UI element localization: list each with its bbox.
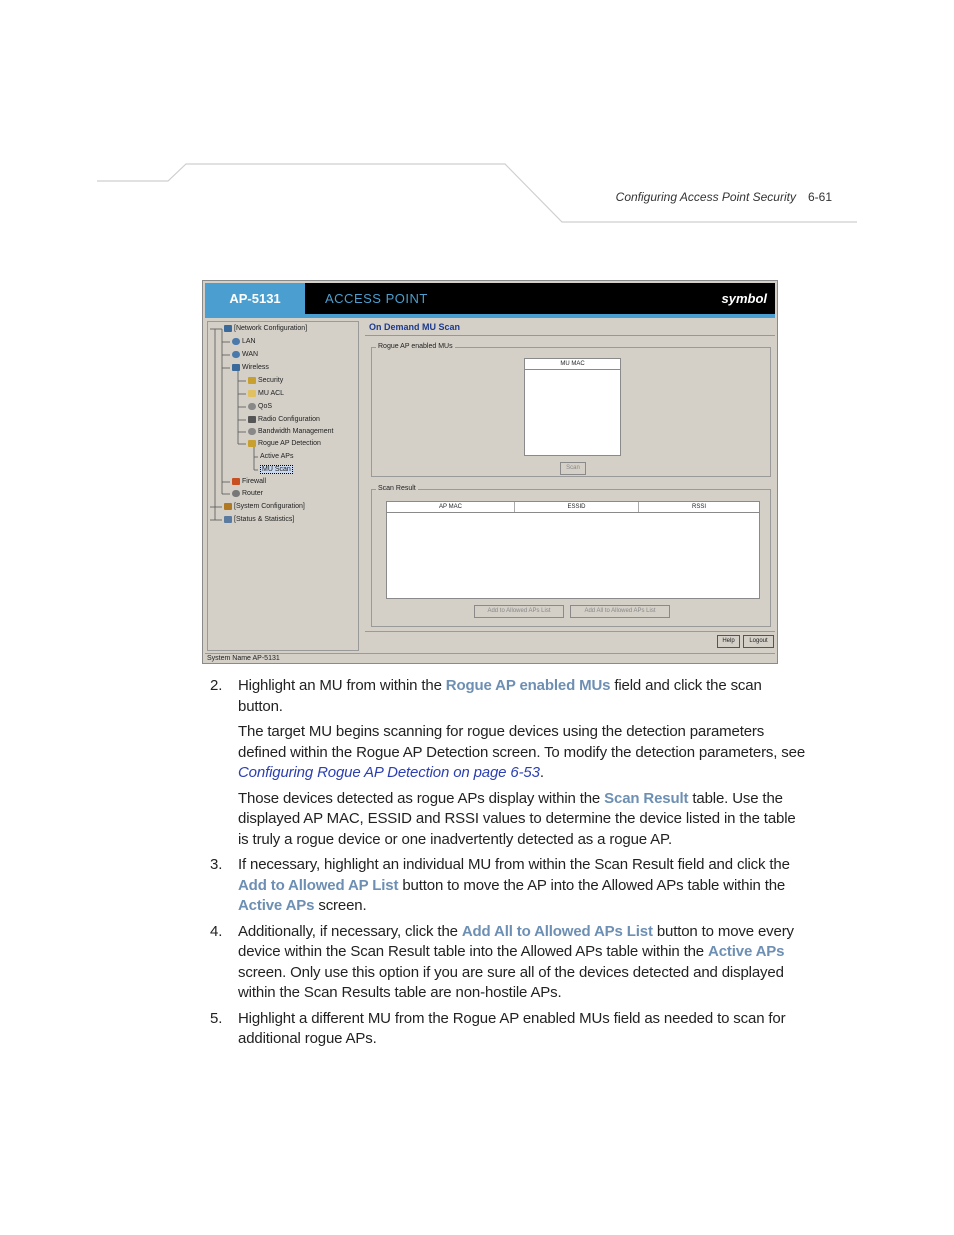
tree-item-security[interactable]: Security xyxy=(248,375,283,386)
cross-reference-link[interactable]: Configuring Rogue AP Detection on page 6-53 xyxy=(238,764,540,781)
scan-result-group xyxy=(371,485,771,627)
scan-result-header-row xyxy=(387,502,759,513)
nav-tree xyxy=(207,321,359,651)
tree-item-qos[interactable]: QoS xyxy=(248,401,272,412)
scan-result-table[interactable] xyxy=(386,501,760,599)
rogue-group-label: Rogue AP enabled MUs xyxy=(378,343,453,350)
add-to-allowed-button[interactable]: Add to Allowed APs List xyxy=(474,605,564,618)
mu-mac-header: MU MAC xyxy=(560,361,585,367)
product-type: ACCESS POINT xyxy=(325,291,428,306)
body-text xyxy=(210,676,810,1055)
col-rssi: RSSI xyxy=(691,504,706,510)
running-head xyxy=(600,190,832,204)
network-icon xyxy=(224,325,232,332)
ui-term: Add All to Allowed APs List xyxy=(461,922,653,940)
wan-icon xyxy=(232,351,240,358)
product-name: AP-5131 xyxy=(205,283,305,314)
radio-icon xyxy=(248,416,256,423)
scan-result-label: Scan Result xyxy=(378,485,416,492)
ui-term: Active APs xyxy=(238,897,315,914)
tree-item-lan[interactable]: LAN xyxy=(232,336,256,347)
tree-item-wireless[interactable]: Wireless xyxy=(232,362,269,373)
step-2: 2. Highlight an MU from within the Rogue AP enabled MUs field and click the scan button. xyxy=(210,677,762,715)
section-title: Configuring Access Point Security xyxy=(615,190,796,204)
tree-item-rogue-ap[interactable]: Rogue AP Detection xyxy=(248,438,321,449)
ui-term: Rogue AP enabled MUs xyxy=(445,677,611,694)
tree-item-mu-scan[interactable]: MU Scan xyxy=(262,466,291,473)
rogue-ap-group xyxy=(371,343,771,477)
ap-screenshot xyxy=(202,280,778,664)
content-pane xyxy=(365,319,775,653)
firewall-icon xyxy=(232,478,240,485)
router-icon xyxy=(232,490,240,497)
tree-item-router[interactable]: Router xyxy=(232,488,263,499)
mu-mac-header-row xyxy=(525,359,620,370)
tree-item-mu-acl[interactable]: MU ACL xyxy=(248,388,284,399)
tree-item-network-config[interactable]: [Network Configuration] xyxy=(224,323,307,334)
add-all-to-allowed-button[interactable]: Add All to Allowed APs List xyxy=(570,605,670,618)
step-4: 4. Additionally, if necessary, click the Add All to Allowed APs List button to move every device within the Scan Result table into the Allowed APs table within the Active APs screen. Only use this option if you are sure all of the devices detected and displayed within the Scan Results table are non-hostile APs. xyxy=(210,922,794,1001)
bandwidth-icon xyxy=(248,428,256,435)
security-icon xyxy=(248,377,256,384)
rogue-icon xyxy=(248,440,256,447)
wireless-icon xyxy=(232,364,240,371)
status-bar: System Name AP-5131 xyxy=(205,653,775,662)
scan-button[interactable]: Scan xyxy=(560,462,586,475)
title-rule xyxy=(365,335,775,336)
ui-term: Active APs xyxy=(708,943,785,960)
ui-term: Scan Result xyxy=(604,789,689,807)
tree-item-system-config[interactable]: [System Configuration] xyxy=(224,501,305,512)
acl-icon xyxy=(248,390,256,397)
tree-item-firewall[interactable]: Firewall xyxy=(232,476,266,487)
tree-connectors xyxy=(208,322,358,652)
page-title: On Demand MU Scan xyxy=(369,322,461,332)
tree-item-radio-config[interactable]: Radio Configuration xyxy=(248,414,320,425)
app-banner xyxy=(205,283,775,314)
system-icon xyxy=(224,503,232,510)
tree-item-bandwidth[interactable]: Bandwidth Management xyxy=(248,426,334,437)
mu-mac-list[interactable] xyxy=(524,358,621,456)
brand-logo: symbol xyxy=(721,291,767,306)
page-number: 6-61 xyxy=(807,190,832,204)
paragraph-scan-result: Those devices detected as rogue APs display within the Scan Result table. Use the displayed AP MAC, ESSID and RSSI values to determine the device listed in the table is truly a rogue device or one inadvertently detected as a rogue AP. xyxy=(238,789,796,848)
paragraph-detection: The target MU begins scanning for rogue devices using the detection parameters defined within the Rogue AP Detection screen. To modify the detection parameters, see Configuring Rogue AP Detection on page 6-53. xyxy=(238,723,806,781)
step-3: 3. If necessary, highlight an individual MU from within the Scan Result field and click the Add to Allowed AP List button to move the AP into the Allowed APs table within the Active APs screen. xyxy=(210,856,790,914)
step-5: 5. Highlight a different MU from the Rogue AP enabled MUs field as needed to scan for additional rogue APs. xyxy=(210,1009,786,1047)
tree-item-wan[interactable]: WAN xyxy=(232,349,258,360)
status-icon xyxy=(224,516,232,523)
help-button[interactable]: Help xyxy=(717,635,740,648)
banner-divider xyxy=(205,314,775,318)
col-ap-mac: AP MAC xyxy=(387,502,515,512)
tree-item-status-stats[interactable]: [Status & Statistics] xyxy=(224,514,294,525)
qos-icon xyxy=(248,403,256,410)
lan-icon xyxy=(232,338,240,345)
ui-term: Add to Allowed AP List xyxy=(238,876,399,894)
footer-rule xyxy=(365,631,775,632)
logout-button[interactable]: Logout xyxy=(743,635,774,648)
tree-item-active-aps[interactable]: Active APs xyxy=(260,453,294,460)
col-essid: ESSID xyxy=(515,502,639,512)
